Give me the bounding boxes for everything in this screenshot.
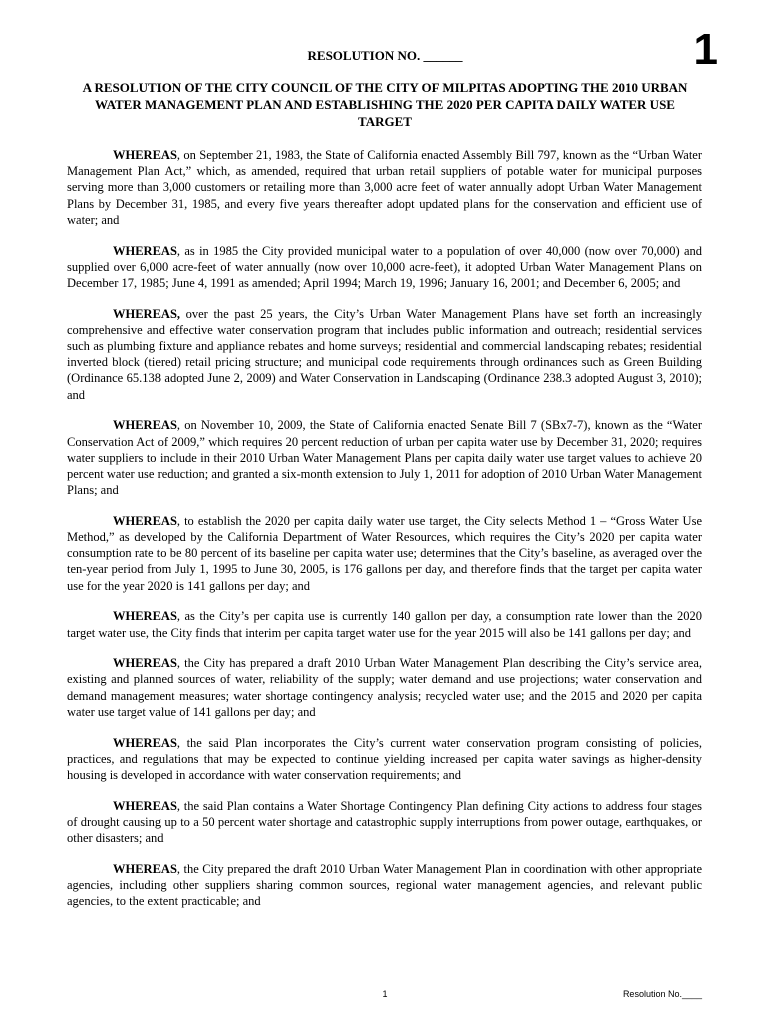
whereas-paragraph-8 [67, 735, 702, 784]
footer-page-number: 1 [382, 989, 388, 999]
whereas-paragraph-10 [67, 861, 702, 910]
whereas-lead: WHEREAS [113, 861, 177, 876]
paragraph-text: , the said Plan incorporates the City’s current water conservation program consisting of policies, practices, and regulations that may be expected to continue yielding increased per capita water savings as higher-density housing is developed in accordance with water conservation requirements; and [67, 735, 702, 782]
agenda-item-number: 1 [693, 25, 718, 74]
footer-resolution-label: Resolution No.____ [622, 989, 702, 999]
paragraph-text: , the City prepared the draft 2010 Urban Water Management Plan in coordination with other appropriate agencies, including other suppliers sharing common sources, regional water management agencies, and relevant public agencies, to the extent practicable; and [67, 861, 702, 909]
paragraph-text: , on September 21, 1983, the State of California enacted Assembly Bill 797, known as the “Urban Water Management Plan Act,” which, as amended, required that urban retail suppliers of potable water for municipal purposes serving more than 3,000 customers or retailing more than 3,000 acre feet of water annually adopt Urban Water Management Plans by December 31, 1985, and every five years thereafter adopt updated plans for the conservation and efficient use of water; and [67, 148, 702, 227]
whereas-lead: WHEREAS [113, 243, 177, 258]
whereas-lead: WHEREAS [113, 798, 177, 813]
whereas-paragraph-9 [67, 798, 702, 847]
whereas-paragraph-3 [67, 306, 702, 403]
whereas-paragraph-5 [67, 513, 702, 594]
whereas-paragraph-7 [67, 655, 702, 720]
whereas-paragraph-4 [67, 417, 702, 498]
whereas-paragraph-1 [67, 147, 702, 228]
paragraph-text: , as the City’s per capita use is currently 140 gallon per day, a consumption rate lower than the 2020 target water use, the City finds that interim per capita target water use for the year 2015 will also be 141 gallons per day; and [67, 609, 702, 640]
paragraph-text: , the said Plan contains a Water Shortage Contingency Plan defining City actions to address four stages of drought causing up to a 50 percent water shortage and catastrophic supply interruptions from power outage, earthquakes, or other disasters; and [67, 798, 702, 846]
whereas-paragraph-2 [67, 243, 702, 292]
whereas-paragraph-6 [67, 608, 702, 640]
whereas-lead: WHEREAS, [113, 306, 181, 321]
paragraph-text: , the City has prepared a draft 2010 Urban Water Management Plan describing the City’s service area, existing and planned sources of water, reliability of the supply; water demand and use projections; water conservation and demand management measures; water shortage contingency analysis; recycled water use; and the 2015 and 2020 per capita water use target value of 141 gallons per day; and [67, 656, 702, 719]
whereas-lead: WHEREAS [113, 418, 177, 433]
document-body [67, 147, 702, 924]
paragraph-text: , to establish the 2020 per capita daily water use target, the City selects Method 1 – “Gross Water Use Method,” as developed by the California Department of Water Resources, which requires the City’s 2020 per capita water consumption rate to be 80 percent of its baseline per capita water use; determines that the City’s baseline, as averaged over the ten-year period from July 1, 1995 to June 30, 2005, is 176 gallons per day, and therefore finds that the target per capita water use for the year 2020 is 141 gallons per day; and [67, 513, 702, 593]
paragraph-text: , on November 10, 2009, the State of California enacted Senate Bill 7 (SBx7-7), known as the “Water Conservation Act of 2009,” which requires 20 percent reduction of urban per capita water use by December 31, 2020; requires water suppliers to include in their 2010 Urban Water Management Plans per capita daily water use target values to achieve 20 percent water use reduction; and granted a six-month extension to July 1, 2011 for adoption of 2010 Urban Water Management Plans; and [67, 418, 702, 498]
whereas-lead: WHEREAS [113, 609, 177, 624]
paragraph-text: , as in 1985 the City provided municipal water to a population of over 40,000 (now over 70,000) and supplied over 6,000 acre-feet of water annually (now over 10,000 acre-feet), it adopted Urban Water Management Plans on December 17, 1985; June 4, 1991 as amended; April 1994; March 19, 1996; January 16, 2001; and December 6, 2005; and [67, 243, 702, 290]
resolution-number: RESOLUTION NO. ______ [307, 48, 463, 63]
whereas-lead: WHEREAS [113, 148, 177, 162]
whereas-lead: WHEREAS [113, 735, 177, 750]
whereas-lead: WHEREAS [113, 656, 177, 671]
resolution-title: A RESOLUTION OF THE CITY COUNCIL OF THE CITY OF MILPITAS ADOPTING THE 2010 URBAN WATER MANAGEMENT PLAN AND ESTABLISHING THE 2020 PER CAPITA DAILY WATER USE TARGET [82, 80, 688, 129]
whereas-lead: WHEREAS [113, 513, 177, 528]
paragraph-text: over the past 25 years, the City’s Urban Water Management Plans have set forth an increasingly comprehensive and effective water conservation program that includes public information and outreach; residential services such as plumbing fixture and appliance rebates and home surveys; residential and commercial landscaping rebates; residential inverted block (tiered) retail pricing structure; and municipal code requirements through ordinances such as Green Building (Ordinance 65.138 adopted June 2, 2009) and Water Conservation in Landscaping (Ordinance 238.3 adopted August 3, 2010); and [67, 306, 702, 402]
